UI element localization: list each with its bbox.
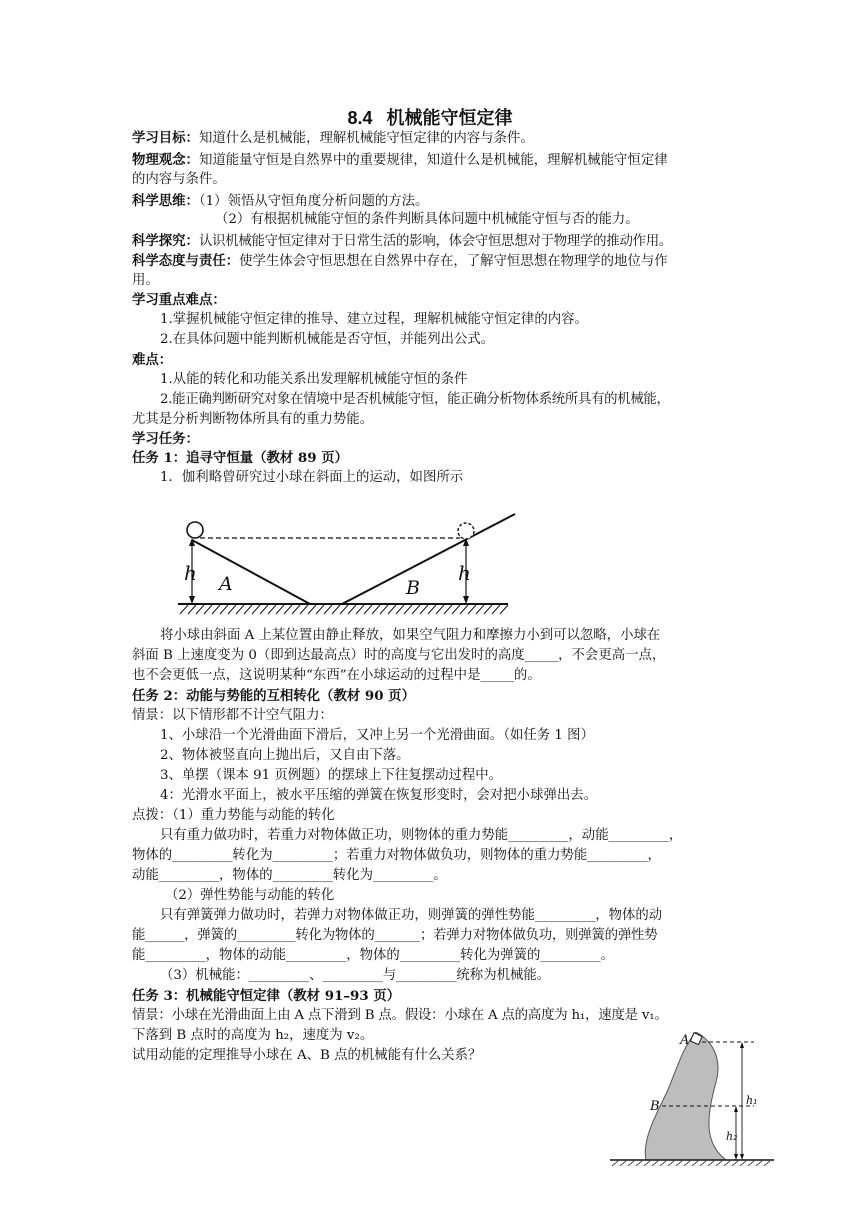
difficulty-item: 2.能正确判断研究对象在情境中是否机械能守恒，能正确分析物体系统所具有的机械能， xyxy=(160,392,670,407)
task2-gravity-line: 只有重力做功时，若重力对物体做正功，则物体的重力势能_________，动能_________， xyxy=(160,828,683,843)
difficulty-item: 1.从能的转化和功能关系出发理解机械能守恒的条件 xyxy=(160,372,468,387)
task2-elastic-line: 只有弹簧弹力做功时，若弹力对物体做正功，则弹簧的弹性势能_________，物体的动 xyxy=(160,908,663,923)
section-number: 8.4 xyxy=(347,108,373,128)
objective-line: 科学探究：认识机械能守恒定律对于日常生活的影响，体会守恒思想对于物理学的推动作用。 xyxy=(132,233,673,249)
ground-hatching xyxy=(180,605,508,614)
difficulty-item: 尤其是分析判断物体所具有的重力势能。 xyxy=(132,412,374,427)
label-b: B xyxy=(406,577,420,599)
task2-hint: 点拨：（1）重力势能与动能的转化 xyxy=(132,808,335,823)
ball-end xyxy=(458,523,474,539)
task2-gravity-line: 物体的_________转化为_________；若重力对物体做负功，则物体的重力势能_________， xyxy=(132,848,661,863)
incline-b xyxy=(342,514,515,604)
objective-line: 物理观念：知道能量守恒是自然界中的重要规律，知道什么是机械能，理解机械能守恒定律 xyxy=(132,152,668,168)
task2-elastic-line: 能______，弹簧的_________转化为物体的_______；若弹力对物体做负功，则弹簧的弹性势 xyxy=(132,928,658,943)
task1-paragraph: 将小球由斜面 A 上某位置由静止释放，如果空气阻力和摩擦力小到可以忽略，小球在 xyxy=(160,628,661,643)
task3-scene: 情景：小球在光滑曲面上由 A 点下滑到 B 点。假设：小球在 A 点的高度为 h₁，速度是 v₁。 xyxy=(132,1008,668,1023)
task2-item: 1、小球沿一个光滑曲面下滑后，又冲上另一个光滑曲面。（如任务 1 图） xyxy=(160,728,594,743)
task2-scene: 情景：以下情形都不计空气阻力： xyxy=(132,708,333,723)
task1-paragraph: 也不会更低一点，这说明某种“东西”在小球运动的过程中是_____的。 xyxy=(132,668,541,683)
curve-figure xyxy=(604,1032,780,1172)
task2-elastic-line: 能_________，物体的动能_________，物体的_________转化为弹簧的_________。 xyxy=(132,948,615,963)
label-h-left: h xyxy=(184,561,197,585)
label-h-right: h xyxy=(458,561,471,585)
label-a: A xyxy=(219,573,233,595)
incline-a xyxy=(192,540,310,604)
incline-figure xyxy=(170,510,520,620)
objective-line: 的内容与条件。 xyxy=(132,172,226,187)
task2-item: 4：光滑水平面上，被水平压缩的弹簧在恢复形变时，会对把小球弹出去。 xyxy=(160,788,598,803)
label-a: A xyxy=(680,1033,690,1048)
task2-item: 3、单摆（课本 91 页例题）的摆球上下往复摆动过程中。 xyxy=(160,768,503,783)
objective-line: 用。 xyxy=(132,273,159,288)
objective-line: 科学思维：（1）领悟从守恒角度分析问题的方法。 xyxy=(132,193,429,209)
task3-heading: 任务 3：机械能守恒定律（教材 91–93 页） xyxy=(132,988,401,1004)
curved-surface xyxy=(645,1032,726,1160)
label-h1: h₁ xyxy=(746,1094,758,1107)
task1-heading: 任务 1：追寻守恒量（教材 89 页） xyxy=(132,450,349,466)
objective-line: 学习目标：知道什么是机械能，理解机械能守恒定律的内容与条件。 xyxy=(132,130,534,146)
task1-intro: 1．伽利略曾研究过小球在斜面上的运动，如图所示 xyxy=(160,470,464,485)
key-point-item: 2.在具体问题中能判断机械能是否守恒，并能列出公式。 xyxy=(160,332,495,347)
objective-line: （2）有根据机械能守恒的条件判断具体问题中机械能守恒与否的能力。 xyxy=(215,212,639,227)
task1-paragraph: 斜面 B 上速度变为 0（即到达最高点）时的高度与它出发时的高度_____，不会更高一点， xyxy=(132,648,666,663)
page-title xyxy=(0,104,860,130)
label-h2: h₂ xyxy=(726,1130,738,1143)
label-b: B xyxy=(650,1099,660,1114)
task2-subheading: （2）弹性势能与动能的转化 xyxy=(165,888,335,903)
key-points-heading: 学习重点难点： xyxy=(132,292,226,308)
objective-line: 科学态度与责任：使学生体会守恒思想在自然界中存在，了解守恒思想在物理学的地位与作 xyxy=(132,253,668,269)
task2-mechanical-energy: （3）机械能：_________、_________与_________统称为机械能。 xyxy=(160,968,551,983)
task2-heading: 任务 2：动能与势能的互相转化（教材 90 页） xyxy=(132,688,415,704)
tasks-heading: 学习任务： xyxy=(132,431,199,447)
difficulties-heading: 难点： xyxy=(132,352,173,368)
task2-gravity-line: 动能_________，物体的_________转化为_________。 xyxy=(132,868,447,883)
key-point-item: 1.掌握机械能守恒定律的推导、建立过程，理解机械能守恒定律的内容。 xyxy=(160,312,588,327)
ball-start xyxy=(187,522,203,538)
title-text: 机械能守恒定律 xyxy=(386,108,513,129)
task3-question: 试用动能的定理推导小球在 A、B 点的机械能有什么关系？ xyxy=(132,1048,482,1063)
task3-scene: 下落到 B 点时的高度为 h₂，速度为 v₂。 xyxy=(132,1028,374,1043)
task2-item: 2、物体被竖直向上抛出后，又自由下落。 xyxy=(160,748,410,763)
